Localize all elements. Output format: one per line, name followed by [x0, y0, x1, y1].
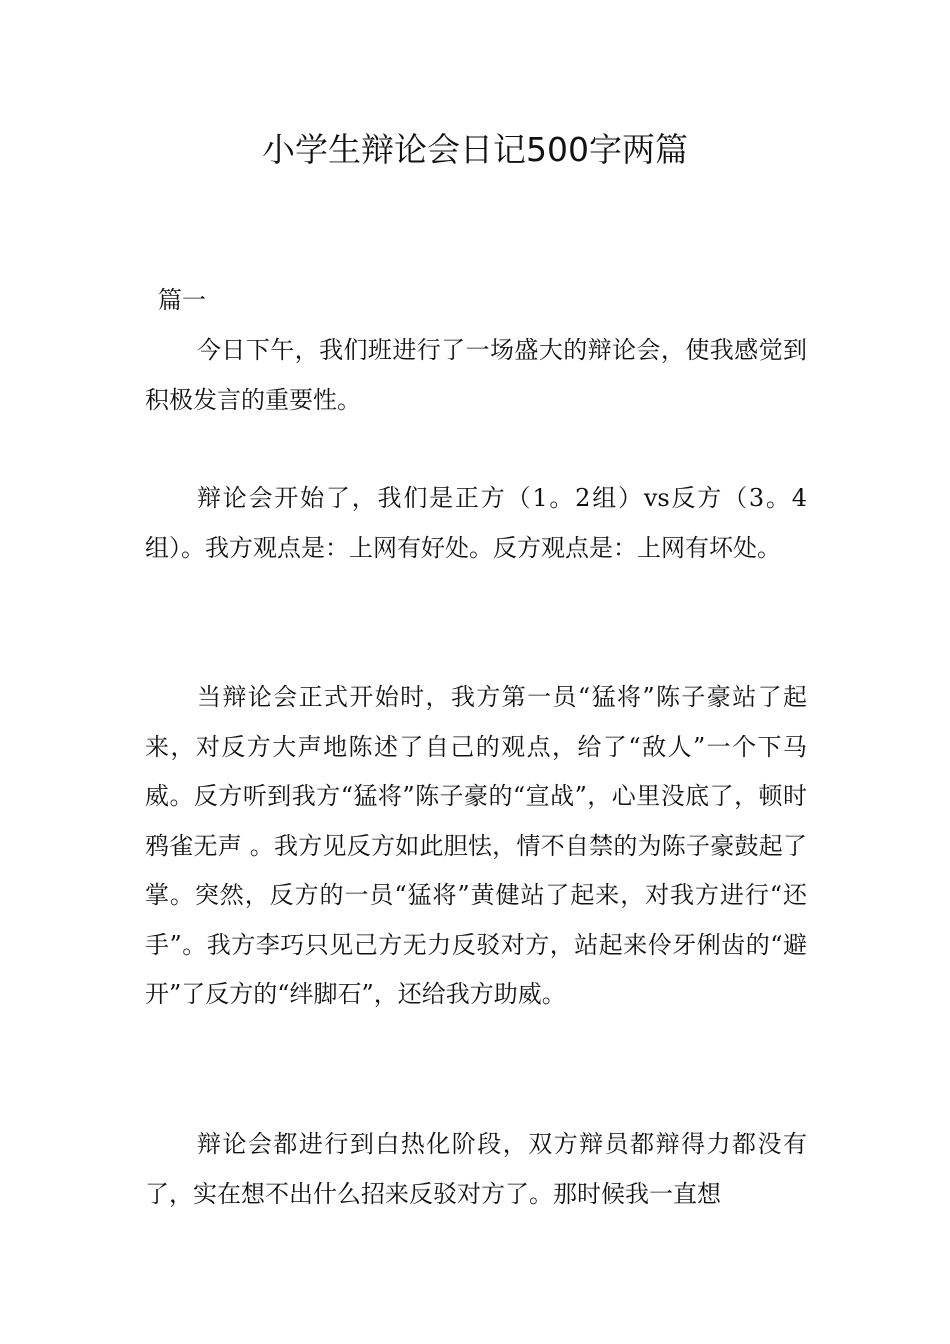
- paragraph-1: 今日下午，我们班进行了一场盛大的辩论会，使我感觉到积极发言的重要性。: [145, 336, 807, 414]
- paragraph-2: 辩论会开始了，我们是正方（1。2组）vs反方（3。4组）。我方观点是：上网有好处。反方观点是：上网有坏处。: [145, 484, 807, 562]
- paragraph-3: 当辩论会正式开始时，我方第一员“猛将”陈子豪站了起来，对反方大声地陈述了自己的观点，给了“敌人”一个下马威。反方听到我方“猛将”陈子豪的“宣战”，心里没底了，顿时鸦雀无声 。我方见反方如此胆怯，情不自禁的为陈子豪鼓起了掌。突然，反方的一员“猛将”黄健站了起来，对我方进行“还手”。我方李巧只见己方无力反驳对方，站起来伶牙俐齿的“避开”了反方的“绊脚石”，还给我方助威。: [145, 683, 807, 1008]
- section-label: 篇一: [158, 286, 206, 314]
- paragraph-4: 辩论会都进行到白热化阶段，双方辩员都辩得力都没有了，实在想不出什么招来反驳对方了。那时候我一直想: [145, 1130, 807, 1208]
- document-title: 小学生辩论会日记500字两篇: [262, 130, 688, 169]
